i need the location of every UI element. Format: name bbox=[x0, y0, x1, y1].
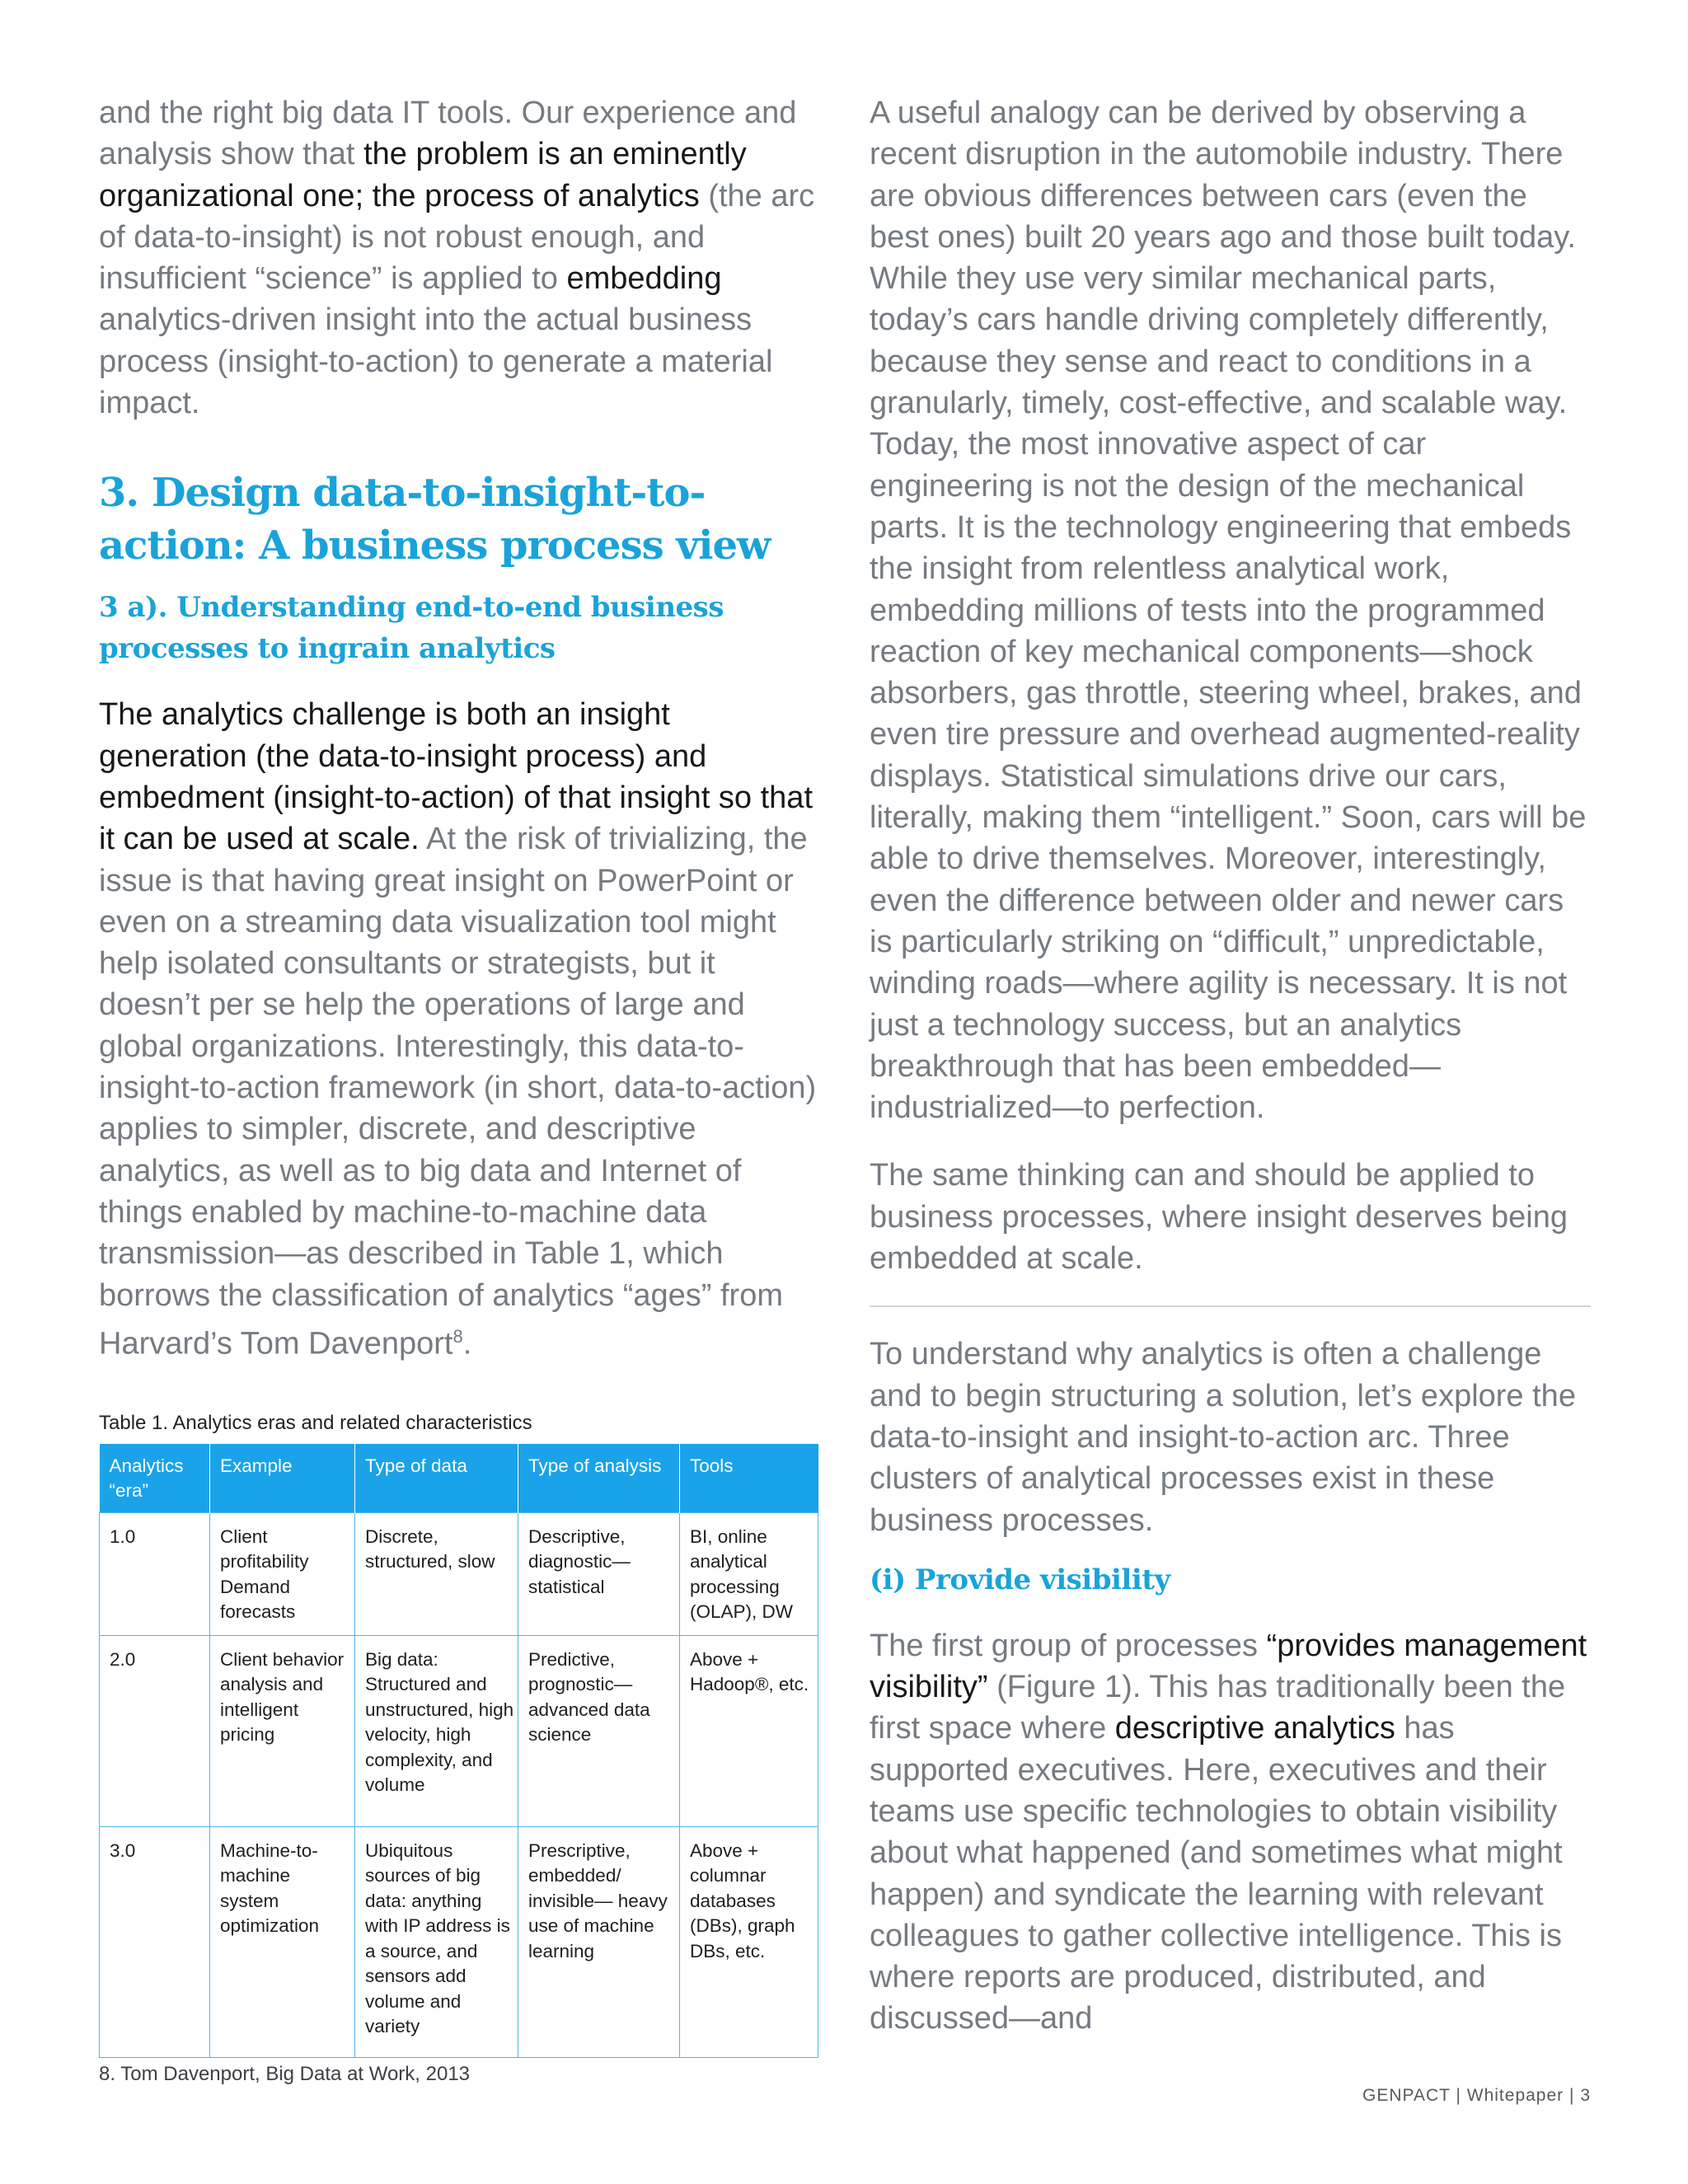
body-paragraph bbox=[99, 694, 824, 1364]
understand-paragraph: To understand why analytics is often a challenge and to begin structuring a solution, let’s explore the data-to-insight and insight-to-action arc. Three clusters of analytical processes exist in these business processes. bbox=[870, 1337, 1576, 1538]
table-cell: Discrete, structured, slow bbox=[355, 1512, 518, 1635]
page-number: 3 bbox=[1580, 2086, 1591, 2105]
footer-separator: | bbox=[1569, 2086, 1575, 2105]
header-cell: Type of analysis bbox=[518, 1444, 680, 1513]
provide-visibility-heading: (i) Provide visibility bbox=[870, 1563, 1170, 1596]
table-row bbox=[100, 1512, 818, 1635]
table-row bbox=[100, 1635, 818, 1826]
intro-emphasis-1: the problem is an eminently organizational one; the process of analytics bbox=[99, 137, 747, 213]
footnote: 8. Tom Davenport, Big Data at Work, 2013 bbox=[99, 2063, 471, 2085]
header-cell: Analytics “era” bbox=[100, 1444, 210, 1513]
table-cell: Client behavior analysis and intelligent pricing bbox=[210, 1635, 355, 1826]
analytics-eras-table bbox=[99, 1444, 818, 2058]
intro-emphasis-2: embedding bbox=[566, 261, 722, 297]
table-cell: Predictive, prognostic— advanced data science bbox=[518, 1635, 680, 1826]
visibility-paragraph bbox=[870, 1625, 1591, 2040]
table-cell: Client profitability Demand forecasts bbox=[210, 1512, 355, 1635]
table-cell: BI, online analytical processing (OLAP), DW bbox=[680, 1512, 818, 1635]
left-column bbox=[99, 92, 824, 2058]
subsection-heading: 3 a). Understanding end-to-end business processes to ingrain analytics bbox=[99, 591, 724, 666]
visibility-emphasis-1: “provides management visibility” bbox=[870, 1628, 1587, 1705]
footer-brand: GENPACT bbox=[1362, 2086, 1451, 2105]
intro-text-2: (the arc of data-to-insight) is not robust enough, and insufficient “science” is applied to bbox=[99, 178, 815, 297]
table-cell: Above + Hadoop®, etc. bbox=[680, 1635, 818, 1826]
section-heading: 3. Design data-to-insight-to-action: A business process view bbox=[99, 470, 771, 569]
visibility-text-3: has supported executives. Here, executives and their teams use specific technologies to obtain visibility about what happened (and sometimes what might happen) and syndicate the learning with relevant colleagues to gather collective intelligence. This is where reports are produced, distributed, and discussed—and bbox=[870, 1711, 1563, 2036]
footnote-reference: 8 bbox=[452, 1325, 463, 1347]
table-cell: 1.0 bbox=[100, 1512, 210, 1635]
header-cell: Type of data bbox=[355, 1444, 518, 1513]
body-end: . bbox=[462, 1326, 472, 1361]
table-row bbox=[100, 1826, 818, 2057]
table-cell: Descriptive, diagnostic— statistical bbox=[518, 1512, 680, 1635]
divider bbox=[870, 1305, 1591, 1307]
intro-text-3: analytics-driven insight into the actual business process (insight-to-action) to generate a material impact. bbox=[99, 302, 773, 421]
visibility-text-2: (Figure 1). This has traditionally been the first space where bbox=[870, 1670, 1566, 1746]
table-cell: 2.0 bbox=[100, 1635, 210, 1826]
table-cell: Ubiquitous sources of big data: anything with IP address is a source, and sensors add volume and variety bbox=[355, 1826, 518, 2057]
header-cell: Example bbox=[210, 1444, 355, 1513]
intro-text-1: and the right big data IT tools. Our experience and analysis show that bbox=[99, 96, 797, 172]
table-cell: Above + columnar databases (DBs), graph DBs, etc. bbox=[680, 1826, 818, 2057]
header-cell: Tools bbox=[680, 1444, 818, 1513]
page-footer bbox=[1362, 2086, 1591, 2106]
table-cell: Prescriptive, embedded/ invisible— heavy use of machine learning bbox=[518, 1826, 680, 2057]
body-rest: At the risk of trivializing, the issue is that having great insight on PowerPoint or even on a streaming data visualization tool might help isolated consultants or strategists, but it doesn’t per se help the operations of large and global organizations. Interestingly, this data-to-insight-to-action framework (in short, data-to-action) applies to simpler, discrete, and descriptive analytics, as well as to big data and Internet of things enabled by machine-to-machine data transmission—as described in Table 1, which borrows the classification of analytics “ages” from Harvard’s Tom Davenport bbox=[99, 822, 817, 1361]
visibility-emphasis-2: descriptive analytics bbox=[1114, 1711, 1395, 1746]
table-cell: 3.0 bbox=[100, 1826, 210, 2057]
table-caption: Table 1. Analytics eras and related characteristics bbox=[99, 1411, 532, 1434]
table-cell: Machine-to-machine system optimization bbox=[210, 1826, 355, 2057]
footer-doc-type: Whitepaper bbox=[1466, 2086, 1564, 2105]
body-lead: The analytics challenge is both an insight generation (the data-to-insight process) and embedment (insight-to-action) of that insight so that it can be used at scale. bbox=[99, 697, 814, 857]
footer-separator: | bbox=[1456, 2086, 1461, 2105]
same-thinking-paragraph: The same thinking can and should be applied to business processes, where insight deserves being embedded at scale. bbox=[870, 1158, 1568, 1277]
right-column bbox=[870, 92, 1591, 2040]
analogy-paragraph: A useful analogy can be derived by observing a recent disruption in the automobile industry. There are obvious differences between cars (even the best ones) built 20 years ago and those built today. While they use very similar mechanical parts, today’s cars handle driving completely differently, because they sense and react to conditions in a granularly, timely, cost-effective, and scalable way. Today, the most innovative aspect of car engineering is not the design of the mechanical parts. It is the technology engineering that embeds the insight from relentless analytical work, embedding millions of tests into the programmed reaction of key mechanical components—shock absorbers, gas throttle, steering wheel, brakes, and even tire pressure and overhead augmented-reality displays. Statistical simulations drive our cars, literally, making them “intelligent.” Soon, cars will be able to drive themselves. Moreover, interestingly, even the difference between older and newer cars is particularly striking on “difficult,” unpredictable, winding roads—where agility is necessary. It is not just a technology success, but an analytics breakthrough that has been embedded—industrialized—to perfection. bbox=[870, 96, 1587, 1126]
table-cell: Big data: Structured and unstructured, high velocity, high complexity, and volume bbox=[355, 1635, 518, 1826]
intro-paragraph bbox=[99, 92, 824, 424]
visibility-text-1: The first group of processes bbox=[870, 1628, 1267, 1663]
table-header-row bbox=[100, 1444, 818, 1513]
